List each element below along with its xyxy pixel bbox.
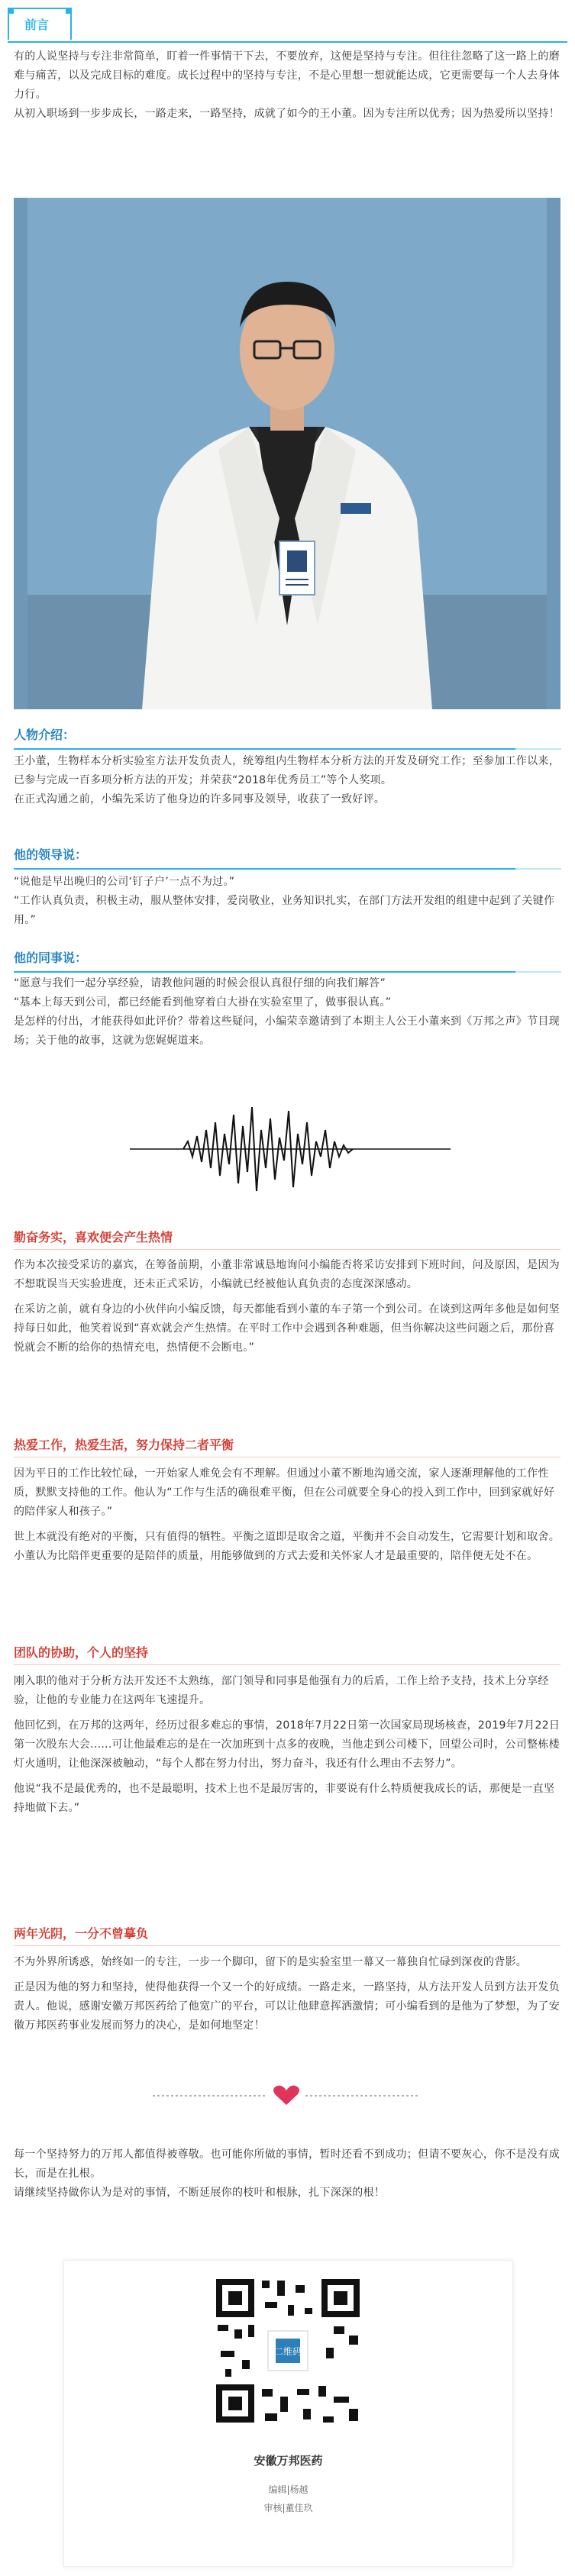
section-title: 勤奋务实，喜欢便会产生热情 (14, 1230, 173, 1244)
editor-credit: 编辑|杨越 (268, 2484, 308, 2495)
colleague-paragraph: 是怎样的付出，才能获得如此评价？带着这些疑问，小编荣幸邀请到了本期主人公王小董来到《万邦之声》节目现场；关于他的故事，这就为您娓娓道来。 (14, 1015, 560, 1047)
divider (14, 748, 561, 750)
header-tab-label: 前言 (24, 18, 50, 32)
section-divider (14, 1945, 560, 1946)
intro-paragraph: 从初入职场到一步步成长，一路走来，一路坚持，成就了如今的王小董。因为专注所以优秀；因为热爱所以坚持！ (14, 108, 560, 120)
divider-tail (515, 748, 561, 750)
section-4-body (0, 1953, 575, 2035)
reviewer-credit: 审核|董佳玖 (263, 2503, 313, 2513)
colleague-heading (14, 947, 561, 973)
waveform-divider (130, 1099, 451, 1199)
profile-heading (14, 724, 561, 750)
divider (14, 868, 561, 870)
leader-quote: “说他是早出晚归的公司‘钉子户’一点不为过。” (14, 876, 235, 888)
divider-tail (515, 971, 561, 973)
header-bar (8, 8, 567, 43)
leader-heading (14, 844, 561, 870)
portrait-photo (14, 198, 560, 709)
section-2-body (0, 1464, 575, 1566)
divider-tail (515, 868, 561, 870)
colleague-quote: “基本上每天到公司，都已经能看到他穿着白大褂在实验室里了，做事很认真。” (14, 996, 392, 1009)
qr-code[interactable] (212, 2274, 364, 2427)
section-paragraph: 他说“我不是最优秀的，也不是最聪明，技术上也不是最厉害的，非要说有什么特质便我成长的话，那便是一直坚持地做下去。” (14, 1783, 555, 1814)
section-paragraph: 作为本次接受采访的嘉宾，在筹备前期，小董非常诚恳地询问小编能否将采访安排到下班时间，问及原因，是因为不想耽误当天实验进度，还未正式采访，小编就已经被他认真负责的态度深深感动。 (14, 1259, 560, 1290)
section-3-body (0, 1672, 575, 1818)
closing-paragraph: 请继续坚持做你认为是对的事情，不断延展你的枝叶和根脉，扎下深深的根！ (14, 2187, 386, 2199)
section-paragraph: 因为平日的工作比较忙碌，一开始家人难免会有不理解。但通过小董不断地沟通交流，家人逐渐理解他的工作性质，默默支持他的工作。他认为“工作与生活的确很难平衡，但在公司就要全身心的投入到工作中，回到家就好好的陪伴家人和孩子。” (14, 1467, 555, 1518)
qr-card (63, 2260, 513, 2567)
section-paragraph: 不为外界所诱惑，始终如一的专注，一步一个脚印，留下的是实验室里一幕又一幕独自忙碌到深夜的背影。 (14, 1956, 528, 1968)
section-paragraph: 在采访之前，就有身边的小伙伴向小编反馈，每天都能看到小董的车子第一个到公司。在谈到这两年多他是如何坚持每日如此，他笑着说到“喜欢就会产生热情。在平时工作中会遇到各种难题，但当你解决这些问题之后，那份喜悦就会不断的给你的热情充电，热情便不会断电。” (14, 1303, 560, 1354)
profile-heading-label: 人物介绍： (14, 728, 76, 742)
closing-paragraph: 每一个坚持努力的万邦人都值得被尊敬。也可能你所做的事情，暂时还看不到成功；但请不要灰心，你不是没有成长，而是在扎根。 (14, 2148, 560, 2180)
section-paragraph: 正是因为他的努力和坚持，使得他获得一个又一个的好成绩。一路走来，一路坚持，从方法开发人员到方法开发负责人。他说，感谢安徽万邦医药给了他宽广的平台，可以让他肆意挥洒激情；可小编看到的是他为了梦想，为了安徽万邦医药事业发展而努力的决心，是如何地坚定！ (14, 1981, 560, 2032)
corner-decoration (8, 8, 14, 14)
section-paragraph: 他回忆到，在万邦的这两年，经历过很多难忘的事情，2018年7月22日第一次国家局现场核查，2019年7月22日第一次股东大会......可让他最难忘的是在一次加班到十点多的夜晚，当他走到公司楼下，回望公司时，公司整栋楼灯火通明，让他深深被触动，“每个人都在努力付出，努力奋斗，我还有什么理由不去努力”。 (14, 1719, 560, 1770)
section-title: 热爱工作，热爱生活，努力保持二者平衡 (14, 1438, 234, 1452)
leader-heading-label: 他的领导说： (14, 847, 88, 862)
colleague-heading-label: 他的同事说： (14, 951, 88, 965)
intro-section (0, 47, 575, 124)
section-divider (14, 1664, 560, 1665)
header-tab (8, 8, 72, 40)
portrait-illustration (27, 198, 547, 709)
heart-icon (273, 2086, 299, 2105)
leader-quote: “工作认真负责，积极主动，服从整体安排，爱岗敬业，业务知识扎实，在部门方法开发组的组建中起到了关键作用。” (14, 895, 555, 926)
section-paragraph: 世上本就没有绝对的平衡，只有值得的牺牲。平衡之道即是取舍之道，平衡并不会自动发生，它需要计划和取舍。小董认为比陪伴更重要的是陪伴的质量，用能够做到的方式去爱和关怀家人才是最重要的，陪伴便无处不在。 (14, 1531, 560, 1562)
divider (14, 971, 561, 973)
profile-section (0, 752, 575, 809)
leader-section (0, 873, 575, 930)
section-title: 两年光阴，一分不曾摹负 (14, 1926, 149, 1941)
section-divider (14, 1249, 560, 1250)
colleague-section (0, 974, 575, 1051)
corner-decoration (66, 8, 72, 14)
heart-divider (153, 2080, 420, 2111)
profile-paragraph: 王小董，生物样本分析实验室方法开发负责人，统筹组内生物样本分析方法的开发及研究工作；至参加工作以来，已参与完成一百多项分析方法的开发；并荣获“2018年优秀员工”等个人奖项。 (14, 755, 560, 786)
section-title: 团队的协助，个人的坚持 (14, 1645, 149, 1660)
brand-name: 安徽万邦医药 (254, 2454, 323, 2468)
closing-section (0, 2145, 575, 2203)
intro-paragraph: 有的人说坚持与专注非常简单，盯着一件事情干下去，不要放弃，这便是坚持与专注。但往往忽略了这一路上的磨难与痛苦，以及完成目标的难度。成长过程中的坚持与专注，不是心里想一想就能达成，它更需要每一个人去身体力行。 (14, 50, 560, 101)
qr-label: 二维码 (273, 2346, 302, 2357)
portrait-image (27, 198, 547, 709)
section-paragraph: 刚入职的他对于分析方法开发还不太熟练，部门领导和同事是他强有力的后盾，工作上给予支持，技术上分享经验，让他的专业能力在这两年飞速提升。 (14, 1675, 549, 1706)
colleague-quote: “愿意与我们一起分享经验，请教他问题的时候会很认真很仔细的向我们解答” (14, 977, 386, 989)
profile-paragraph: 在正式沟通之前，小编先采访了他身边的许多同事及领导，收获了一致好评。 (14, 793, 386, 805)
section-1-body (0, 1256, 575, 1357)
